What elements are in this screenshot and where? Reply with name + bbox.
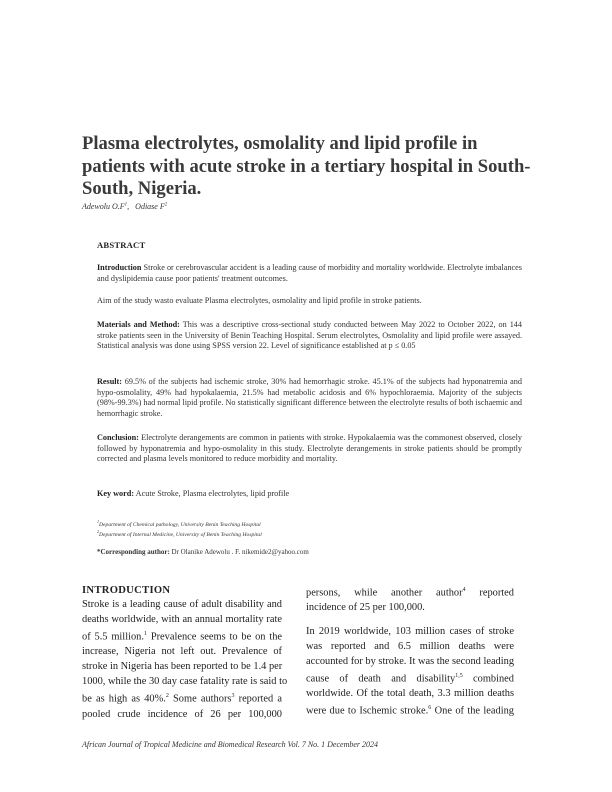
- corresponding-text: Dr Olanike Adewolu . F. nikemide2@yahoo.com: [169, 548, 309, 556]
- body-line: [306, 583, 514, 600]
- body-text: of 5.5 million.: [82, 631, 144, 643]
- author-name: Odiase F: [135, 202, 165, 211]
- affiliation-text: Department of Chemical pathology, University Benin Teaching Hospital: [99, 521, 261, 528]
- body-line: Stroke is a leading cause of adult disability and: [82, 599, 282, 610]
- author-list: Adewolu $O.F^1$, Odiase $F^2$: [82, 202, 168, 211]
- affiliation: [97, 519, 261, 528]
- body-column-left: [82, 597, 288, 722]
- abstract-methods: [97, 320, 522, 352]
- abstract-aim: Aim of the study wasto evaluate Plasma electrolytes, osmolality and lipid profile in stroke patients.: [97, 296, 422, 305]
- body-text: persons, while another author: [306, 587, 463, 599]
- abstract-result: [97, 377, 522, 419]
- author-affiliation-mark: 1: [124, 202, 128, 208]
- section-text: Acute Stroke, Plasma electrolytes, lipid profile: [134, 489, 290, 498]
- affiliation-text: Department of Internal Medicine, University of Benin Teaching Hospital: [99, 531, 262, 538]
- introduction-heading: INTRODUCTION: [82, 585, 171, 596]
- body-text: reported a: [234, 693, 282, 705]
- body-line: pooled crude incidence of 26 per 100,000: [82, 708, 282, 720]
- corresponding-author: [97, 548, 309, 556]
- body-text: Prevalence seems to be on the: [146, 631, 282, 643]
- body-line: [306, 701, 514, 718]
- author-affiliation-mark: 2: [164, 202, 168, 208]
- abstract-heading: ABSTRACT: [97, 240, 146, 250]
- body-text: cause of death and disability: [306, 673, 456, 685]
- corresponding-label: *Corresponding author:: [97, 548, 170, 556]
- affiliation-mark: 2: [97, 529, 99, 534]
- author-name: Adewolu O.F: [82, 202, 125, 211]
- affiliation: [97, 529, 262, 538]
- section-text: Electrolyte derangements are common in patients with stroke. Hypokalaemia was the commonest observed, closely followed by hyponatremia and hypo-osmolality in this study. Electrolyte derangements in stroke patients should be promptly corrected and plasma levels monitored to reduce morbidity and mortality.: [97, 433, 522, 464]
- body-line: increase, Nigeria not left out. Prevalence of: [82, 646, 282, 658]
- citation-mark: 2: [165, 693, 169, 700]
- body-line: [306, 669, 514, 686]
- body-line: accounted for by stroke. It was the second leading: [306, 656, 515, 667]
- body-text: be as high as 40%.: [82, 693, 166, 705]
- article-title: Plasma electrolytes, osmolality and lipid profile in patients with acute stroke in a tertiary hospital in South-South, Nigeria.: [82, 133, 531, 199]
- abstract-introduction: [97, 263, 522, 284]
- body-text: reported: [465, 587, 514, 599]
- body-text: combined: [462, 673, 514, 685]
- section-text: 69.5% of the subjects had ischemic stroke, 30% had hemorrhagic stroke. 45.1% of the subjects had hyponatremia and hypo-osmolality, 49% had hypokalaemia, 21.5% had metabolic acidosis and 6% hypochloraemia. Majority of the subjects (98%-99.3%) had normal lipid profile. No statistically significant difference between the electrolyte results of both ischaemic and hemorrhagic stroke.: [97, 377, 523, 418]
- body-line: incidence of 25 per 100,000.: [306, 602, 425, 614]
- abstract-keywords: [97, 489, 522, 500]
- body-line: In 2019 worldwide, 103 million cases of stroke: [306, 626, 514, 637]
- section-label: Materials and Method:: [97, 320, 180, 329]
- citation-mark: 3: [231, 693, 235, 700]
- body-text: One of the leading: [431, 705, 514, 717]
- journal-footer: African Journal of Tropical Medicine and Biomedical Research Vol. 7 No. 1 December 2024: [82, 740, 379, 749]
- body-line: was reported and 6.5 million deaths were: [306, 641, 514, 652]
- body-text: Some authors: [168, 693, 232, 705]
- section-label: Conclusion:: [97, 433, 139, 442]
- body-column-right: [306, 624, 514, 719]
- section-label: Key word:: [97, 489, 135, 498]
- body-line: deaths worldwide, with an annual mortality rate: [82, 614, 282, 625]
- abstract-conclusion: [97, 433, 522, 465]
- citation-mark: 4: [462, 587, 466, 593]
- section-label: Introduction: [97, 263, 142, 272]
- body-column-right-top: [306, 583, 514, 615]
- body-text: were due to Ischemic stroke.: [306, 705, 429, 717]
- section-text: Stroke or cerebrovascular accident is a leading cause of morbidity and mortality worldwide. Electrolyte imbalances and dyslipidemia cause poor patients' treatment outcomes.: [97, 263, 522, 283]
- body-line: [82, 627, 282, 644]
- affiliation-mark: 1: [97, 519, 99, 524]
- citation-mark: 1: [143, 631, 147, 637]
- body-line: worldwide. Of the total death, 3.3 million deaths: [306, 688, 514, 700]
- body-line: 1000, while the 30 day case fatality rate is said to: [82, 676, 288, 688]
- citation-mark: 1,5: [455, 673, 463, 679]
- section-text: This was a descriptive cross-sectional study conducted between May 2022 to October 2022, on 144 stroke patients seen in the University of Benin Teaching Hospital. Serum electrolytes, Osmolality and lipid profile were assayed. Statistical analysis was done using SPSS version 22. Level of significance established at p ≤ 0.05: [97, 320, 522, 351]
- citation-mark: 6: [428, 705, 432, 712]
- body-line: [82, 689, 282, 706]
- body-line: stroke in Nigeria has been reported to be 1.4 per: [82, 661, 283, 673]
- section-label: Result:: [97, 377, 123, 386]
